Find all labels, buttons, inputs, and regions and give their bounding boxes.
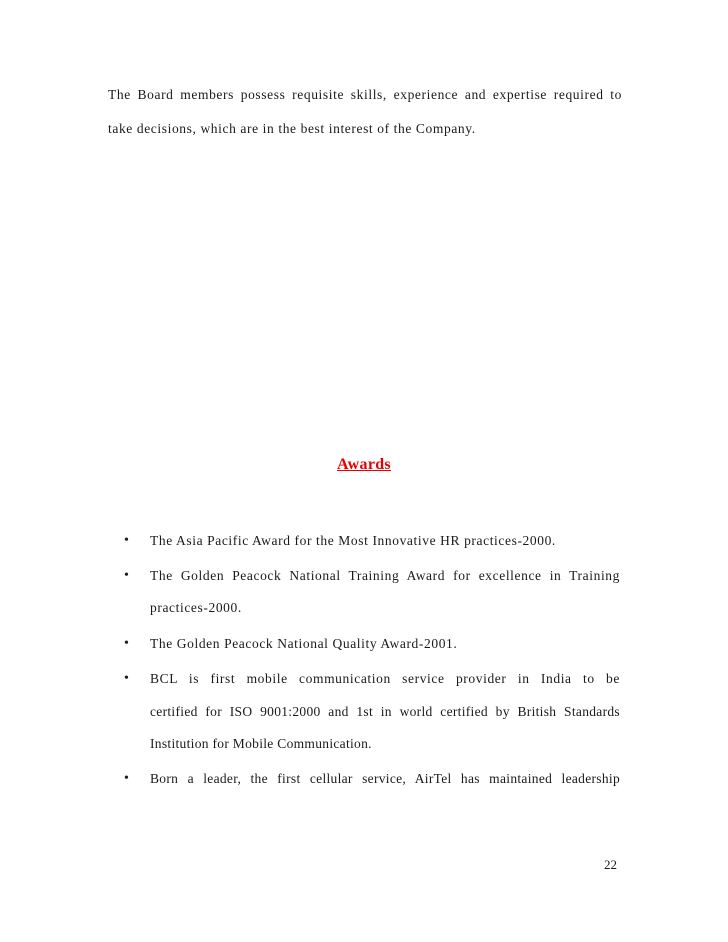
bullet-icon: • (124, 771, 129, 786)
bullet-icon: • (124, 636, 129, 651)
award-item-1-line-1: The Asia Pacific Award for the Most Innovative HR practices-2000. (150, 533, 556, 548)
award-item-4-line-1: BCL is first mobile communication service provider in India to be (150, 671, 620, 686)
intro-paragraph-line-1: The Board members possess requisite skills, experience and expertise required to (108, 87, 622, 102)
award-item-5-line-1: Born a leader, the first cellular service, AirTel has maintained leadership (150, 771, 620, 786)
awards-heading: Awards (337, 456, 391, 473)
bullet-icon: • (124, 533, 129, 548)
page-number: 22 (604, 857, 617, 872)
award-item-4-line-3: Institution for Mobile Communication. (150, 736, 372, 751)
award-item-2-line-1: The Golden Peacock National Training Award for excellence in Training (150, 568, 620, 583)
bullet-icon: • (124, 568, 129, 583)
award-item-2-line-2: practices-2000. (150, 600, 242, 615)
award-item-3-line-1: The Golden Peacock National Quality Award-2001. (150, 636, 458, 651)
intro-paragraph-line-2: take decisions, which are in the best interest of the Company. (108, 121, 476, 136)
bullet-icon: • (124, 671, 129, 686)
award-item-4-line-2: certified for ISO 9001:2000 and 1st in world certified by British Standards (150, 704, 620, 719)
